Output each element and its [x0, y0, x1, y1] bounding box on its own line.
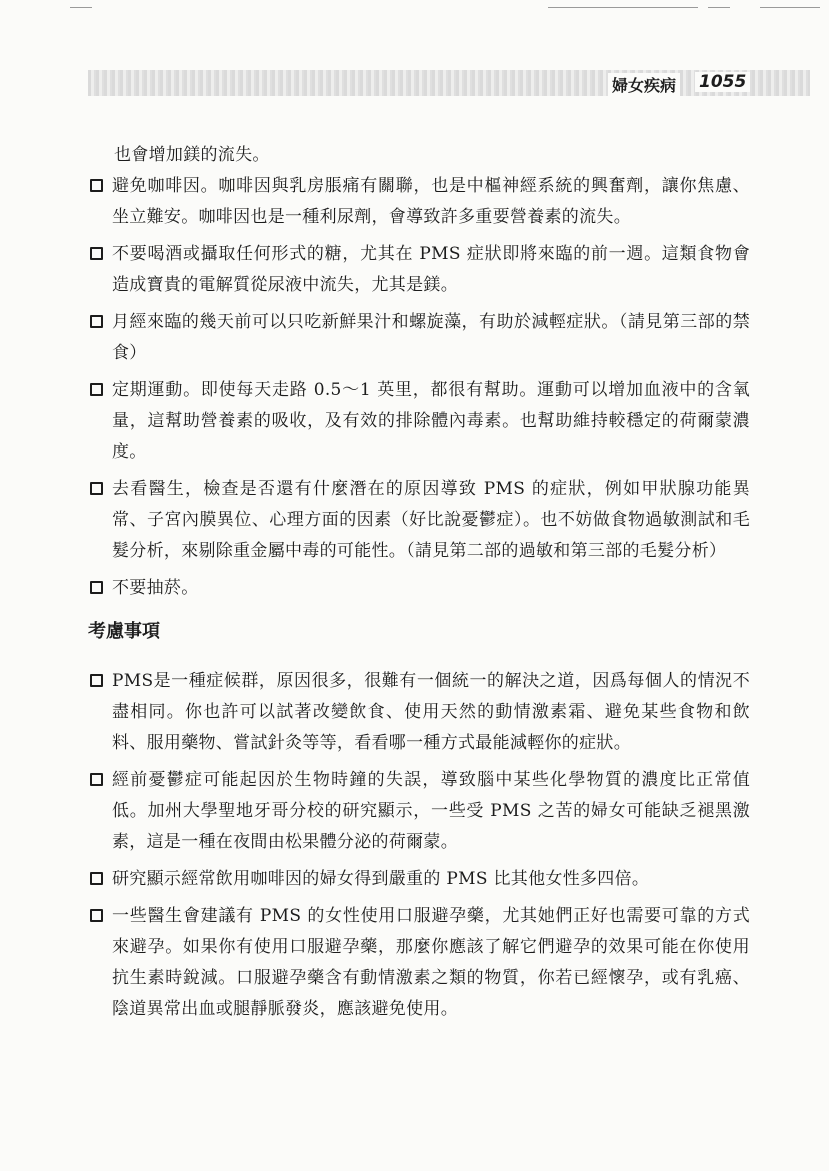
list-item	[88, 375, 750, 468]
list-item-text: 研究顯示經常飲用咖啡因的婦女得到嚴重的 PMS 比其他女性多四倍。	[112, 869, 650, 889]
list-item	[88, 474, 750, 567]
checkbox-icon	[90, 315, 103, 328]
scan-top-edge	[0, 0, 829, 14]
checkbox-icon	[90, 179, 103, 192]
list-item-text: 避免咖啡因。咖啡因與乳房脹痛有關聯，也是中樞神經系統的興奮劑，讓你焦慮、坐立難安。咖啡因也是一種利尿劑，會導致許多重要營養素的流失。	[112, 176, 750, 227]
checkbox-icon	[90, 383, 103, 396]
checkbox-icon	[90, 909, 103, 922]
list-item	[88, 307, 750, 369]
list-item	[88, 171, 750, 233]
checkbox-icon	[90, 674, 103, 687]
page-body	[88, 140, 750, 1025]
checkbox-icon	[90, 773, 103, 786]
list-item	[88, 864, 750, 895]
section-heading: 考慮事項	[88, 621, 160, 642]
list-item-text: 去看醫生，檢查是否還有什麼潛在的原因導致 PMS 的症狀，例如甲狀腺功能異常、子宮內膜異位、心理方面的因素（好比說憂鬱症）。也不妨做食物過敏測試和毛髮分析，來剔除重金屬中毒的可能性。（請見第二部的過敏和第三部的毛髮分析）	[112, 479, 750, 561]
list-item	[88, 239, 750, 301]
list-item-text: 不要抽菸。	[112, 578, 199, 598]
checkbox-icon	[90, 482, 103, 495]
continuation-text: 也會增加鎂的流失。	[114, 145, 270, 165]
list-item-text: 月經來臨的幾天前可以只吃新鮮果汁和螺旋藻，有助於減輕症狀。（請見第三部的禁食）	[112, 312, 750, 363]
page-number: 1055	[695, 72, 750, 92]
checkbox-icon	[90, 581, 103, 594]
list-item	[88, 666, 750, 759]
list-item	[88, 765, 750, 858]
list-item-text: 經前憂鬱症可能起因於生物時鐘的失誤，導致腦中某些化學物質的濃度比正常值低。加州大學聖地牙哥分校的研究顯示，一些受 PMS 之苦的婦女可能缺乏褪黑激素，這是一種在夜間由松果體分泌的荷爾蒙。	[112, 770, 750, 852]
list-item-text: 一些醫生會建議有 PMS 的女性使用口服避孕藥，尤其她們正好也需要可靠的方式來避孕。如果你有使用口服避孕藥，那麼你應該了解它們避孕的效果可能在你使用抗生素時銳減。口服避孕藥含有動情激素之類的物質，你若已經懷孕，或有乳癌、陰道異常出血或腿靜脈發炎，應該避免使用。	[112, 906, 750, 1019]
list-item-text: PMS是一種症候群，原因很多，很難有一個統一的解決之道，因爲每個人的情況不盡相同。你也許可以試著改變飲食、使用天然的動情激素霜、避免某些食物和飲料、服用藥物、嘗試針灸等等，看看哪一種方式最能減輕你的症狀。	[112, 671, 750, 753]
checkbox-icon	[90, 247, 103, 260]
list-item-text: 定期運動。即使每天走路 0.5～1 英里，都很有幫助。運動可以增加血液中的含氧量，這幫助營養素的吸收，及有效的排除體內毒素。也幫助維持較穩定的荷爾蒙濃度。	[112, 380, 750, 462]
list-item	[88, 573, 750, 604]
list-item	[88, 901, 750, 1025]
list-item-text: 不要喝酒或攝取任何形式的糖，尤其在 PMS 症狀即將來臨的前一週。這類食物會造成寶貴的電解質從尿液中流失，尤其是鎂。	[112, 244, 750, 295]
running-header-title: 婦女疾病	[608, 73, 680, 96]
checkbox-icon	[90, 872, 103, 885]
